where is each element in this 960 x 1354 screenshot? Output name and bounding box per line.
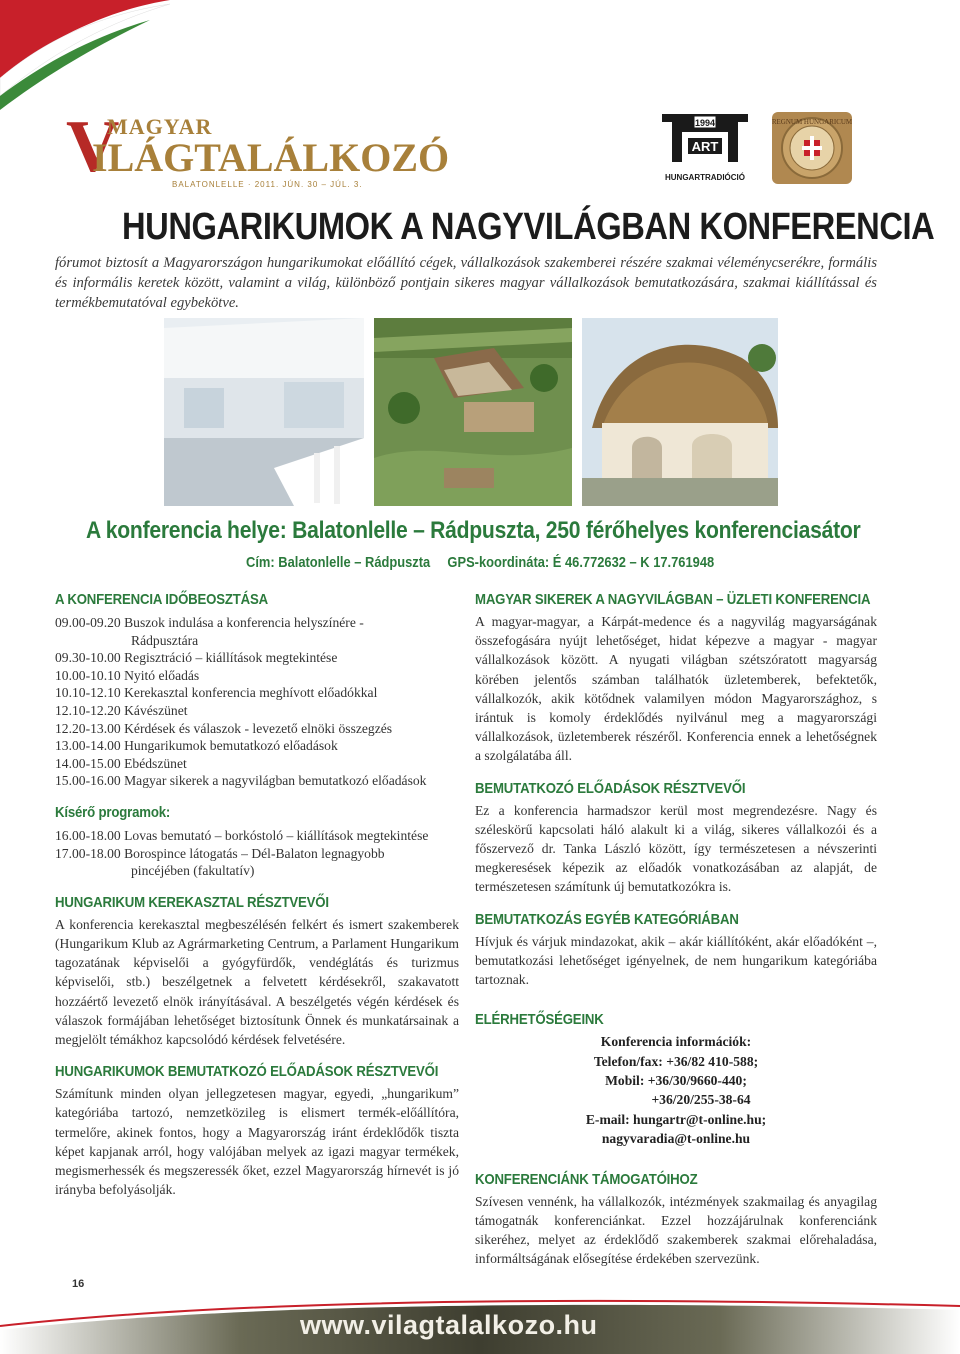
magyar-vilagtalalkozo-logo bbox=[62, 100, 450, 196]
hungart-radio-logo bbox=[658, 108, 752, 186]
logo-subline: BALATONLELLE · 2011. JÚN. 30 – JÚL. 3. bbox=[172, 180, 363, 189]
venue-address: Cím: Balatonlelle – Rádpuszta bbox=[246, 554, 431, 571]
venue-gps: GPS-koordináta: É 46.772632 – K 17.761948 bbox=[447, 554, 715, 571]
contact-email-2[interactable]: nagyvaradia@t-online.hu bbox=[601, 1131, 751, 1147]
schedule-item: 10.10-12.10 Kerekasztal konferencia meghívott előadókkal bbox=[55, 685, 378, 701]
schedule-item: 13.00-14.00 Hungarikumok bemutatkozó előadások bbox=[55, 738, 338, 754]
logo-v-letter: V bbox=[66, 106, 120, 188]
art-logo-year: 1994 bbox=[694, 118, 716, 128]
venue-heading: A konferencia helye: Balatonlelle – Rádpuszta, 250 férőhelyes konferenciasátor bbox=[86, 517, 861, 544]
schedule-list bbox=[55, 614, 459, 790]
art-logo-caption: HUNGARTRADIÓCIÓ bbox=[665, 173, 745, 182]
contact-line: Konferencia információk: bbox=[600, 1034, 752, 1050]
business-conf-text: A magyar-magyar, a Kárpát-medence és a nagyvilág magyarságának összefogására nyújt lehetőséget, hidat képezve a magyar - magyar vállalkozások között. A nyugati világban szétszóratott magyarság körében jelentős számban találhatók üzletemberek, befektetők, vállalkozók, akik kötődnek valamilyen módon Magyarországhoz, s irántuk is komoly érdeklődés nyilvánul meg a magyarországi vállalkozások, üzletemberek részéről. Konferencia ennek a lehetőségnek a szolgálatába áll. bbox=[475, 614, 877, 764]
regnum-hungaricum-badge bbox=[770, 110, 854, 186]
logo-word-magyar: MAGYAR bbox=[107, 114, 213, 139]
supporters-text: Szívesen vennénk, ha vállalkozók, intézmények szakmailag és anyagilag támogatnák konferenciánkat. Ezzel hozzájárulnak konferenciánk sikeréhez, melyet az érdeklődő szakemberek szakmai előrehaladása, informáltságának elősegítése érdekében szervezünk. bbox=[475, 1193, 877, 1267]
side-programs-heading: Kísérő programok: bbox=[55, 803, 171, 821]
schedule-item: 14.00-15.00 Ebédszünet bbox=[55, 755, 187, 771]
roundtable-heading: HUNGARIKUM KEREKASZTAL RÉSZTVEVŐI bbox=[55, 893, 329, 911]
schedule-item: 10.00-10.10 Nyitó előadás bbox=[55, 667, 200, 683]
schedule-item: 09.30-10.00 Regisztráció – kiállítások megtekintése bbox=[55, 650, 338, 666]
presenters-heading: HUNGARIKUMOK BEMUTATKOZÓ ELŐADÁSOK RÉSZTVEVŐI bbox=[55, 1063, 439, 1081]
schedule-item: 12.10-12.20 Kávészünet bbox=[55, 702, 188, 718]
page-title: HUNGARIKUMOK A NAGYVILÁGBAN KONFERENCIA bbox=[122, 206, 935, 248]
contact-mobile-2[interactable]: +36/20/255-38-64 bbox=[651, 1092, 751, 1108]
schedule-item: Rádpusztára bbox=[131, 632, 199, 648]
presentation-participants-text: Ez a konferencia harmadszor kerül most megrendezésre. Nagy és széleskörű kapcsolati háló alakult ki a világ, sikeres vállalkozói és a főszervező dr. Tanka László között, így természetesen a névszerinti megkeresések képezik az előadók vonatkozásában az alapját, de természetesen számítunk új bemutatkozókra is. bbox=[475, 802, 877, 895]
side-program-item: 16.00-18.00 Lovas bemutató – borkóstoló – kiállítások megtekintése bbox=[55, 827, 429, 843]
roundtable-text: A konferencia kerekasztal megbeszélésén felkért és ismert szakemberek (Hungarikum Klub az Agrármarketing Centrum, a Parlament Hungarikum tagozatának képviselői a gyógyfürdők, vendéglátás és turizmus képviselői, stb.) beszélgetnek a felvetett kérdésekről, szakavatott hozzáértő levezető elnök irányításával. A beszélgetés végén kérdések és válaszok formájában lehetőséget biztosítunk Önnek és munkatársainak a megjelölt témákhoz kapcsolódó kérdések felvetésére. bbox=[55, 916, 459, 1047]
side-programs-list bbox=[55, 827, 459, 880]
schedule-item: 15.00-16.00 Magyar sikerek a nagyvilágban bemutatkozó előadások bbox=[55, 773, 427, 789]
contact-block bbox=[475, 1032, 877, 1148]
schedule-heading: A KONFERENCIA IDŐBEOSZTÁSA bbox=[55, 591, 268, 608]
other-categories-text: Hívjuk és várjuk mindazokat, akik – akár kiállítóként, akár előadóként –, bemutatkozási lehetőséget igényelnek, de nem hungarikum kategóriába tartoznak. bbox=[475, 933, 877, 988]
other-categories-heading: BEMUTATKOZÁS EGYÉB KATEGÓRIÁBAN bbox=[475, 910, 739, 928]
contact-phone[interactable]: Telefon/fax: +36/82 410-588; bbox=[593, 1053, 759, 1069]
intro-paragraph: fórumot biztosít a Magyarországon hungarikumokat előállító cégek, vállalkozások szakemberei részére szakmai véleménycserékre, formális és informális keretek között, valamint a világ, különböző pontjain sikeres magyar vállalkozások bemutatkozására, szakmai kiállítással és termékbemutatóval egybekötve. bbox=[55, 255, 877, 311]
photo-aerial-estate bbox=[374, 318, 572, 506]
side-program-item: 17.00-18.00 Borospince látogatás – Dél-Balaton legnagyobb bbox=[55, 845, 385, 861]
contact-email[interactable]: E-mail: hungartr@t-online.hu; bbox=[585, 1111, 767, 1127]
art-logo-word: ART bbox=[691, 139, 719, 154]
side-program-item: pincéjében (fakultatív) bbox=[131, 863, 255, 879]
footer-website-link[interactable]: www.vilagtalalkozo.hu bbox=[300, 1310, 598, 1340]
business-conf-heading: MAGYAR SIKEREK A NAGYVILÁGBAN – ÜZLETI KONFERENCIA bbox=[475, 591, 871, 608]
schedule-item: 12.20-13.00 Kérdések és válaszok - levezető elnöki összegzés bbox=[55, 720, 393, 736]
right-column bbox=[475, 591, 877, 1269]
contact-mobile[interactable]: Mobil: +36/30/9660-440; bbox=[605, 1073, 747, 1089]
presentation-participants-heading: BEMUTATKOZÓ ELŐADÁSOK RÉSZTVEVŐI bbox=[475, 779, 746, 797]
left-column bbox=[55, 591, 459, 1199]
page-number: 16 bbox=[72, 1278, 85, 1290]
schedule-item: 09.00-09.20 Buszok indulása a konferencia helyszínére - bbox=[55, 615, 364, 630]
logo-word-vilagtalalkozo: ILÁGTALÁLKOZÓ bbox=[92, 135, 450, 180]
photo-conference-tent bbox=[164, 318, 364, 506]
contacts-heading: ELÉRHETŐSÉGEINK bbox=[475, 1011, 604, 1029]
flag-swirl-decoration bbox=[0, 0, 210, 110]
regnum-text: REGNUM HUNGARICUM bbox=[771, 118, 853, 126]
supporters-heading: KONFERENCIÁNK TÁMOGATÓIHOZ bbox=[475, 1170, 698, 1188]
venue-address-line bbox=[246, 554, 714, 571]
photo-thatched-house bbox=[582, 318, 778, 506]
presenters-text: Számítunk minden olyan jellegzetesen magyar, egyedi, „hungarikum” kategóriába tartozó, nemzetközileg is elismert termék-előállítóra, termelőre, akinek fontos, hogy a Magyarország iránt érdeklődők tiszta képet kapjanak arról, hogy valójában melyek az igazi magyar termékek, megismerhessék és megszeressék őket, ezzel Magyarország hírnevét is jó irányba befolyásolják. bbox=[55, 1086, 459, 1198]
